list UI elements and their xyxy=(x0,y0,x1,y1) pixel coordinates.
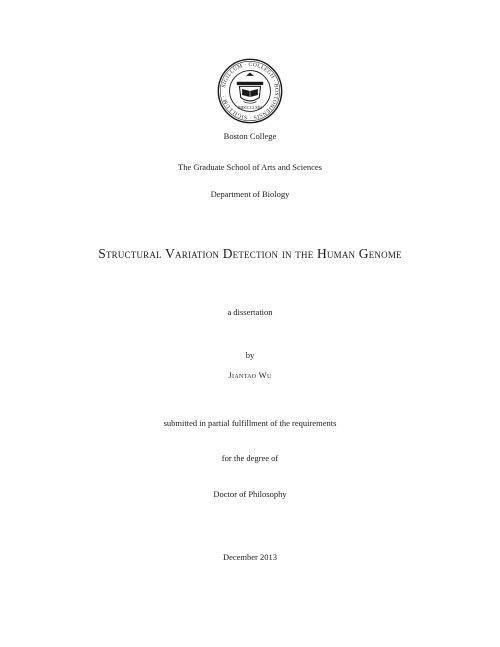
by-label: by xyxy=(245,350,255,360)
degree-intro: for the degree of xyxy=(221,453,279,463)
degree-name: Doctor of Philosophy xyxy=(213,489,287,499)
institution-name: Boston College xyxy=(223,131,277,141)
dissertation-title: Structural Variation Detection in the Human Genome xyxy=(98,246,402,261)
svg-text:MDCCCLXIII: MDCCCLXIII xyxy=(238,104,262,110)
svg-text:SIGILLUM · COLLEGII · BOSTONIE: SIGILLUM · COLLEGII · BOSTONIENSIS · SIGILLUM · xyxy=(221,61,280,121)
submission-statement: submitted in partial fulfillment of the requirements xyxy=(163,418,337,428)
school-name: The Graduate School of Arts and Sciences xyxy=(178,162,322,172)
boston-college-seal xyxy=(217,58,283,124)
submission-date: December 2013 xyxy=(222,552,278,562)
author-name: Jiantao Wu xyxy=(228,370,272,380)
department-name: Department of Biology xyxy=(210,189,290,199)
document-type: a dissertation xyxy=(227,307,273,317)
